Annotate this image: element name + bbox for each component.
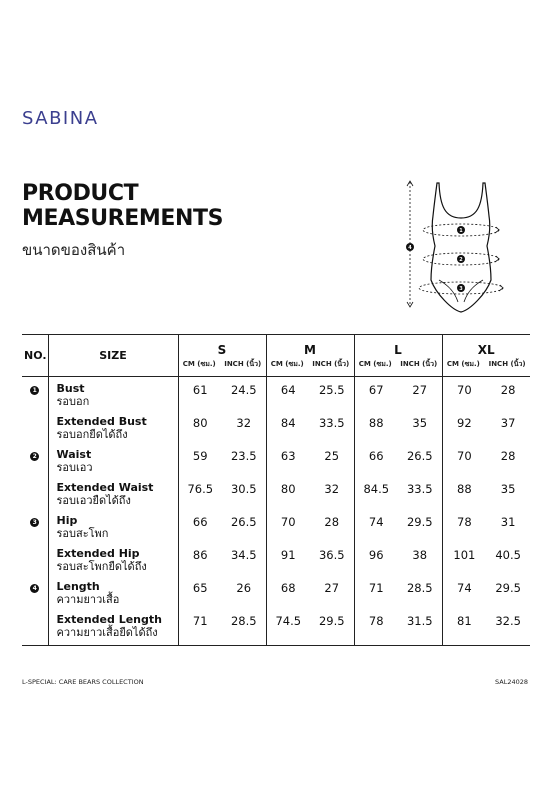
measurement-table xyxy=(22,334,530,646)
unit-cm: CM (ซม.) xyxy=(446,360,480,368)
measurement-name-en: Hip xyxy=(56,513,78,527)
value-cm: 80 xyxy=(192,415,208,430)
size-value-cell xyxy=(442,443,530,476)
measurement-name-th: รอบสะโพก xyxy=(56,526,109,540)
size-value-cell xyxy=(354,410,442,443)
value-cm: 86 xyxy=(192,547,208,562)
page-title xyxy=(22,181,223,231)
value-cm: 96 xyxy=(368,547,384,562)
value-inch: 31 xyxy=(500,514,516,529)
header-size-m xyxy=(266,335,354,377)
header-size-s xyxy=(178,335,266,377)
value-inch: 29.5 xyxy=(406,514,433,529)
size-value-cell xyxy=(178,476,266,509)
size-value-cell xyxy=(442,542,530,575)
row-number-badge: 4 xyxy=(30,584,39,593)
page-subtitle: ขนาดของสินค้า xyxy=(22,241,126,259)
value-inch: 27 xyxy=(324,580,340,595)
length-mark-label: 4 xyxy=(408,245,412,251)
unit-cm: CM (ซม.) xyxy=(182,360,216,368)
table-row xyxy=(22,509,530,542)
unit-cm: CM (ซม.) xyxy=(358,360,392,368)
value-inch: 32 xyxy=(324,481,340,496)
header-size: SIZE xyxy=(48,335,178,377)
value-inch: 32.5 xyxy=(495,613,521,628)
measurement-name-cell xyxy=(48,377,178,410)
size-value-cell xyxy=(354,542,442,575)
value-cm: 70 xyxy=(457,383,472,397)
table-row xyxy=(22,476,530,509)
unit-inch: INCH (นิ้ว) xyxy=(488,360,526,368)
value-cm: 67 xyxy=(368,383,384,397)
value-cm: 68 xyxy=(280,580,296,595)
title-line-1: PRODUCT xyxy=(22,181,139,206)
measure-mark-3-label: 3 xyxy=(459,286,463,292)
row-number-cell xyxy=(22,542,48,575)
unit-inch: INCH (นิ้ว) xyxy=(312,360,350,368)
value-cm: 71 xyxy=(368,580,384,595)
value-cm: 84 xyxy=(280,415,296,430)
measurement-name-th: ความยาวเสื้อยืดได้ถึง xyxy=(56,625,158,639)
value-cm: 76.5 xyxy=(187,481,214,496)
size-value-cell xyxy=(442,377,530,410)
value-cm: 84.5 xyxy=(363,481,390,496)
size-value-cell xyxy=(266,377,354,410)
size-value-cell xyxy=(266,509,354,542)
size-label: S xyxy=(217,343,227,357)
size-value-cell xyxy=(442,575,530,608)
table-header-row xyxy=(22,335,530,377)
value-inch: 35 xyxy=(412,415,428,430)
measurement-name-cell xyxy=(48,608,178,646)
size-value-cell xyxy=(442,476,530,509)
measure-mark-1-label: 1 xyxy=(459,228,463,234)
row-number-cell xyxy=(22,410,48,443)
measurement-name-en: Bust xyxy=(56,382,85,395)
measurement-name-cell xyxy=(48,443,178,476)
value-cm: 70 xyxy=(457,448,472,463)
size-value-cell xyxy=(354,443,442,476)
unit-cm: CM (ซม.) xyxy=(270,360,304,368)
value-inch: 34.5 xyxy=(230,547,257,562)
measurement-name-th: รอบอก xyxy=(56,395,90,408)
value-inch: 24.5 xyxy=(230,383,257,397)
size-value-cell xyxy=(354,608,442,646)
size-value-cell xyxy=(354,575,442,608)
value-inch: 28.5 xyxy=(230,613,257,628)
table-row xyxy=(22,608,530,646)
size-value-cell xyxy=(266,410,354,443)
size-value-cell xyxy=(442,509,530,542)
size-value-cell xyxy=(266,443,354,476)
size-value-cell xyxy=(266,542,354,575)
value-cm: 78 xyxy=(368,613,384,628)
size-value-cell xyxy=(442,410,530,443)
value-inch: 40.5 xyxy=(495,547,521,562)
measurement-name-en: Extended Hip xyxy=(56,546,140,560)
value-inch: 25.5 xyxy=(318,383,345,397)
row-number-badge: 2 xyxy=(30,452,39,461)
value-inch: 36.5 xyxy=(318,547,345,562)
measure-ring-arrows xyxy=(495,227,503,291)
brand-logo: SABINA xyxy=(22,108,99,129)
size-value-cell xyxy=(442,608,530,646)
table-row xyxy=(22,377,530,410)
size-value-cell xyxy=(354,509,442,542)
value-inch: 38 xyxy=(412,547,428,562)
table-row xyxy=(22,443,530,476)
value-cm: 59 xyxy=(192,448,208,463)
title-line-2: MEASUREMENTS xyxy=(22,206,224,231)
measurement-name-en: Waist xyxy=(56,447,92,461)
value-cm: 63 xyxy=(280,448,296,463)
value-cm: 78 xyxy=(457,514,472,529)
value-cm: 74 xyxy=(368,514,384,529)
measure-mark-2-label: 2 xyxy=(459,257,463,263)
value-inch: 31.5 xyxy=(406,613,433,628)
value-inch: 25 xyxy=(324,448,340,463)
size-label: XL xyxy=(477,343,495,357)
measurement-name-th: รอบอกยืดได้ถึง xyxy=(56,427,128,441)
size-value-cell xyxy=(266,608,354,646)
row-number-cell xyxy=(22,608,48,646)
table-row xyxy=(22,575,530,608)
measurement-name-en: Length xyxy=(56,579,100,593)
size-label: L xyxy=(394,343,402,357)
size-value-cell xyxy=(178,377,266,410)
size-value-cell xyxy=(266,575,354,608)
value-inch: 30.5 xyxy=(230,481,257,496)
value-cm: 88 xyxy=(368,415,384,430)
value-inch: 28 xyxy=(324,514,340,529)
value-cm: 64 xyxy=(280,383,296,397)
value-inch: 32 xyxy=(236,415,252,430)
value-inch: 29.5 xyxy=(318,613,345,628)
unit-inch: INCH (นิ้ว) xyxy=(224,360,262,368)
value-cm: 88 xyxy=(457,481,472,496)
size-value-cell xyxy=(266,476,354,509)
header-size-l xyxy=(354,335,442,377)
value-cm: 74.5 xyxy=(275,613,302,628)
value-inch: 35 xyxy=(500,481,516,496)
measurement-name-th: รอบเอว xyxy=(56,460,93,474)
value-cm: 101 xyxy=(453,547,476,562)
measurement-name-en: Extended Length xyxy=(56,612,162,626)
value-inch: 28.5 xyxy=(406,580,433,595)
value-cm: 92 xyxy=(457,415,472,430)
row-number-cell xyxy=(22,575,48,608)
row-number-badge: 3 xyxy=(30,518,39,527)
measurement-name-th: ความยาวเสื้อ xyxy=(56,592,120,606)
header-size-xl xyxy=(442,335,530,377)
bodysuit-outline xyxy=(431,183,491,312)
value-inch: 29.5 xyxy=(495,580,521,595)
value-inch: 26 xyxy=(236,580,252,595)
measurement-name-th: รอบเอวยืดได้ถึง xyxy=(56,493,131,507)
value-cm: 74 xyxy=(457,580,472,595)
measurement-name-th: รอบสะโพกยืดได้ถึง xyxy=(56,559,147,573)
row-number-cell xyxy=(22,509,48,542)
value-inch: 26.5 xyxy=(230,514,257,529)
value-cm: 61 xyxy=(192,383,208,397)
size-label: M xyxy=(304,343,316,357)
value-cm: 66 xyxy=(192,514,208,529)
measurement-name-en: Extended Waist xyxy=(56,480,154,494)
value-cm: 81 xyxy=(457,613,472,628)
size-value-cell xyxy=(178,608,266,646)
measurement-name-cell xyxy=(48,542,178,575)
size-value-cell xyxy=(178,509,266,542)
value-cm: 80 xyxy=(280,481,296,496)
size-value-cell xyxy=(178,542,266,575)
value-inch: 33.5 xyxy=(406,481,433,496)
value-inch: 27 xyxy=(412,383,428,397)
value-inch: 37 xyxy=(500,415,516,430)
size-value-cell xyxy=(178,410,266,443)
size-value-cell xyxy=(354,476,442,509)
value-cm: 65 xyxy=(192,580,208,595)
row-number-cell xyxy=(22,476,48,509)
value-cm: 71 xyxy=(192,613,208,628)
measurement-name-en: Extended Bust xyxy=(56,414,147,428)
size-value-cell xyxy=(178,443,266,476)
row-number-cell xyxy=(22,443,48,476)
header-no: NO. xyxy=(22,335,48,377)
table-row xyxy=(22,410,530,443)
table-row xyxy=(22,542,530,575)
bodysuit-measurement-figure xyxy=(400,176,520,324)
value-cm: 70 xyxy=(280,514,296,529)
value-inch: 28 xyxy=(500,383,516,397)
value-inch: 33.5 xyxy=(318,415,345,430)
measurement-name-cell xyxy=(48,509,178,542)
unit-inch: INCH (นิ้ว) xyxy=(400,360,438,368)
size-value-cell xyxy=(354,377,442,410)
row-number-badge: 1 xyxy=(30,386,39,395)
value-cm: 91 xyxy=(280,547,296,562)
size-value-cell xyxy=(178,575,266,608)
product-code: SAL24028 xyxy=(495,678,528,686)
value-cm: 66 xyxy=(368,448,384,463)
measurement-name-cell xyxy=(48,410,178,443)
collection-label: L-SPECIAL: CARE BEARS COLLECTION xyxy=(22,678,144,686)
value-inch: 26.5 xyxy=(406,448,433,463)
value-inch: 28 xyxy=(500,448,516,463)
row-number-cell xyxy=(22,377,48,410)
measurement-name-cell xyxy=(48,476,178,509)
measurement-name-cell xyxy=(48,575,178,608)
value-inch: 23.5 xyxy=(230,448,257,463)
